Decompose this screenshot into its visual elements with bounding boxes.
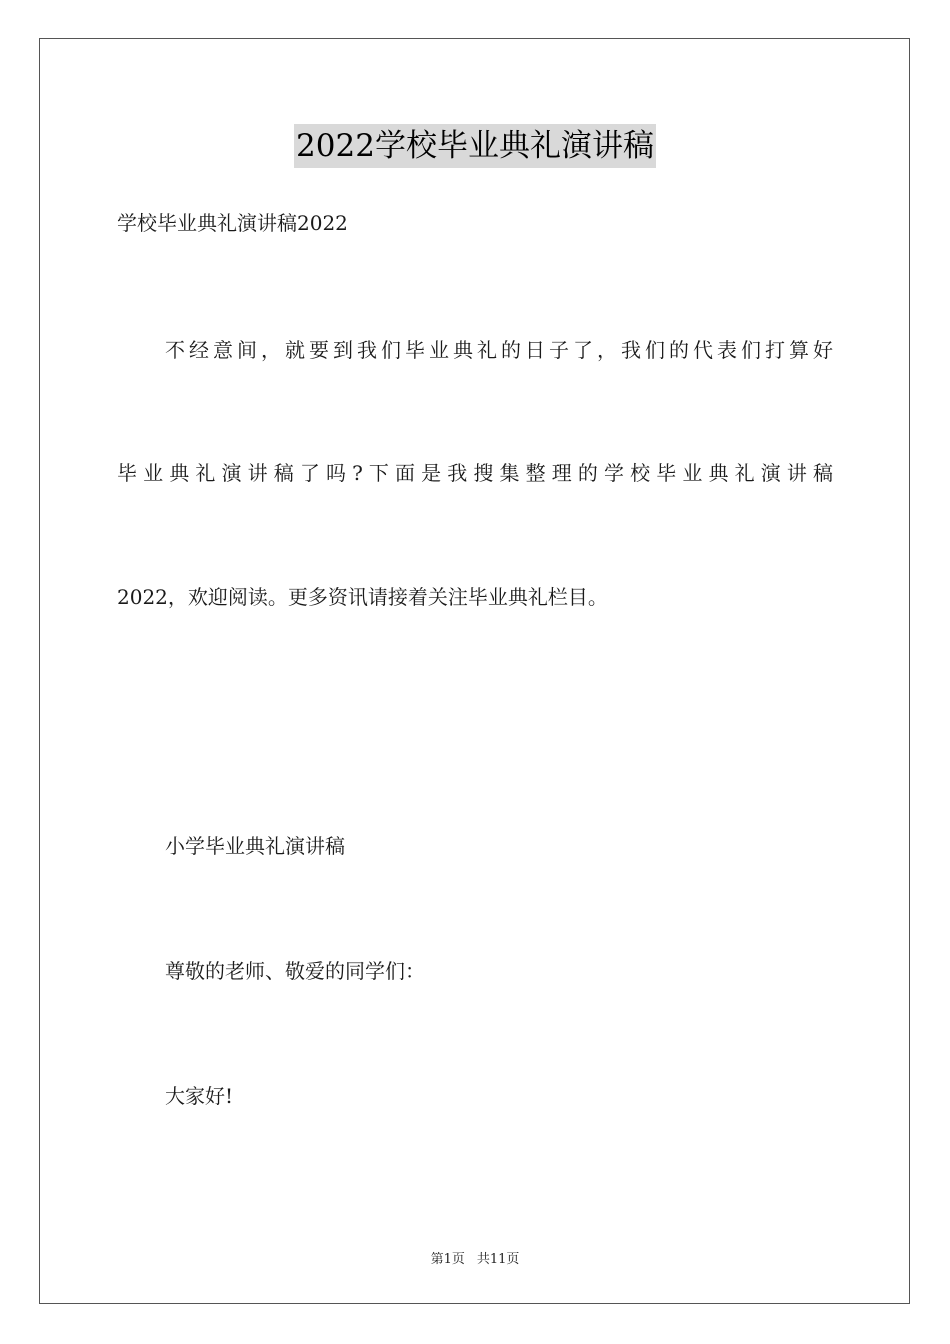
page-number: 第1页 [430,1252,465,1267]
page-total: 共11页 [476,1252,520,1267]
paragraph-line-1: 不经意间，就要到我们毕业典礼的日子了，我们的代表们打算好 [165,338,833,362]
document-subtitle: 学校毕业典礼演讲稿2022 [117,211,348,235]
title-container [0,124,950,168]
paragraph-line-3: 2022，欢迎阅读。更多资讯请接着关注毕业典礼栏目。 [117,585,608,609]
greeting: 大家好! [165,1084,234,1108]
paragraph-line-2: 毕业典礼演讲稿了吗?下面是我搜集整理的学校毕业典礼演讲稿 [117,461,833,485]
page-footer [0,1248,950,1267]
section-heading: 小学毕业典礼演讲稿 [165,834,345,858]
salutation: 尊敬的老师、敬爱的同学们： [165,959,425,983]
document-title: 2022学校毕业典礼演讲稿 [294,124,656,168]
